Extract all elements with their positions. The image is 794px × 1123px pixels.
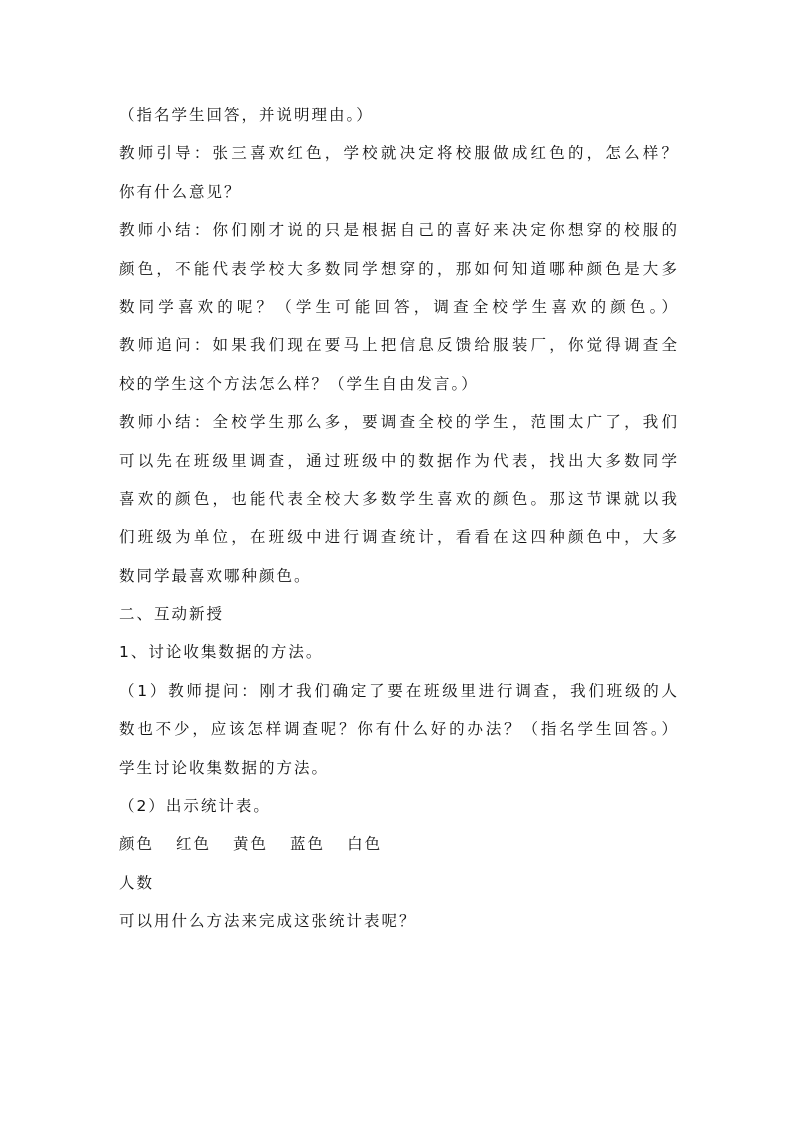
document-body [119,100,679,945]
paragraph-line: 喜欢的颜色，也能代表全校大多数学生喜欢的颜色。那这节课就以我 [119,489,679,508]
paragraph-line: （1）教师提问：刚才我们确定了要在班级里进行调查，我们班级的人 [119,681,679,700]
paragraph-line: 教师小结：全校学生那么多，要调查全校的学生，范围太广了，我们 [119,413,679,432]
paragraph-line: 数同学喜欢的呢？（学生可能回答，调查全校学生喜欢的颜色。） [119,297,679,316]
section-heading: 二、互动新授 [119,605,225,624]
paragraph-line: 们班级为单位，在班级中进行调查统计，看看在这四种颜色中，大多 [119,528,679,547]
stat-table-row-label: 人数 [119,873,155,892]
table-cell: 蓝色 [290,835,326,854]
paragraph-line: 学生讨论收集数据的方法。 [119,758,330,777]
paragraph-line: 数同学最喜欢哪种颜色。 [119,566,312,585]
paragraph-line: 颜色，不能代表学校大多数同学想穿的，那如何知道哪种颜色是大多 [119,259,679,278]
table-cell: 黄色 [233,835,269,854]
paragraph-line: 可以用什么方法来完成这张统计表呢？ [119,912,417,931]
paragraph-line: 教师小结：你们刚才说的只是根据自己的喜好来决定你想穿的校服的 [119,221,679,240]
paragraph-line: （指名学生回答，并说明理由。） [119,106,374,124]
paragraph-line: 校的学生这个方法怎么样？（学生自由发言。） [119,374,479,393]
table-cell: 白色 [347,835,383,854]
paragraph-line: 数也不少，应该怎样调查呢？你有什么好的办法？（指名学生回答。） [119,720,679,739]
table-cell: 红色 [176,835,212,854]
table-cell: 颜色 [119,835,155,854]
paragraph-line: 可以先在班级里调查，通过班级中的数据作为代表，找出大多数同学 [119,451,679,470]
stat-table-header-row [119,829,679,860]
paragraph-line: 教师追问：如果我们现在要马上把信息反馈给服装厂，你觉得调查全 [119,336,679,355]
paragraph-line: （2）出示统计表。 [119,797,271,816]
subsection-heading: 1、讨论收集数据的方法。 [119,643,324,662]
paragraph-line: 你有什么意见？ [119,182,242,201]
paragraph-line: 教师引导：张三喜欢红色，学校就决定将校服做成红色的，怎么样？ [119,144,679,163]
